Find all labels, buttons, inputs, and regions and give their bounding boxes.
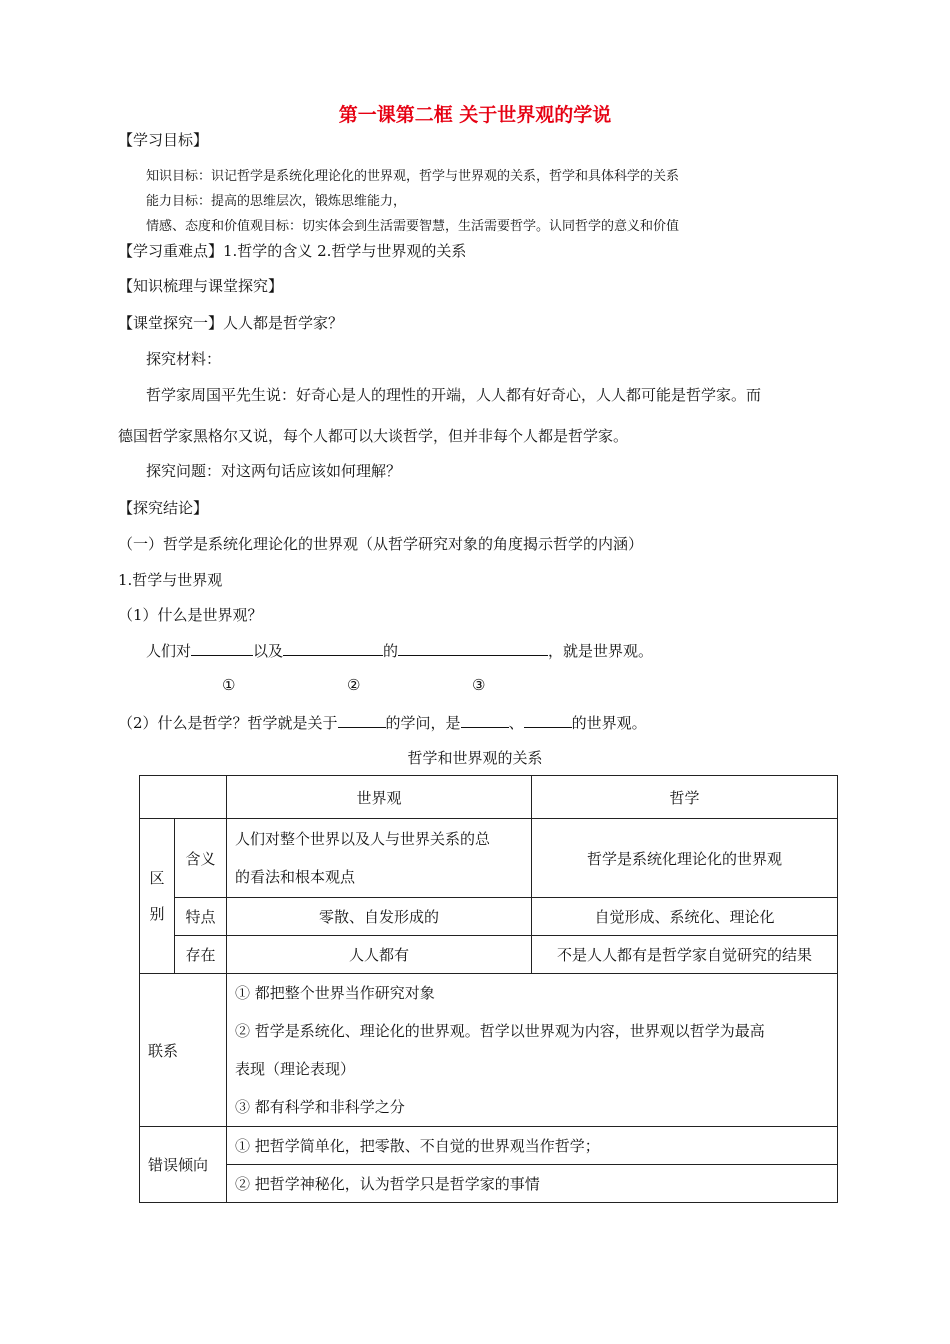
fill-text-1: 人们对 — [146, 642, 192, 660]
traits-worldview: 零散、自发形成的 — [227, 898, 532, 936]
link-content — [227, 974, 838, 1127]
link-item-2: ② 哲学是系统化、理论化的世界观。哲学以世界观为内容，世界观以哲学为最高 — [235, 1022, 765, 1040]
inquiry-question: 探究问题：对这两句话应该如何理解？ — [146, 462, 402, 480]
error-item-2: ② 把哲学神秘化，认为哲学只是哲学家的事情 — [227, 1165, 838, 1203]
marker-1: ① — [222, 676, 236, 694]
goal-knowledge: 知识目标：识记哲学是系统化理论化的世界观，哲学与世界观的关系，哲学和具体科学的关系 — [146, 169, 680, 184]
material-line-2: 德国哲学家黑格尔又说，每个人都可以大谈哲学，但并非每个人都是哲学家。 — [118, 427, 629, 445]
error-item-1: ① 把哲学简单化，把零散、不自觉的世界观当作哲学； — [227, 1127, 838, 1165]
traits-philosophy: 自觉形成、系统化、理论化 — [532, 898, 838, 936]
fill-in-worldview — [146, 640, 653, 661]
blank-3[interactable] — [398, 641, 548, 656]
blank-5[interactable] — [461, 713, 509, 728]
fill-text-3: 的 — [383, 642, 399, 660]
marker-3: ③ — [472, 676, 486, 694]
fill-text-4: ，就是世界观。 — [548, 642, 654, 660]
fill-text-2: 以及 — [253, 642, 284, 660]
link-item-1: ① 都把整个世界当作研究对象 — [235, 984, 435, 1002]
material-line-1: 哲学家周国平先生说：好奇心是人的理性的开端，人人都有好奇心，人人都可能是哲学家。而 — [146, 386, 762, 404]
existence-worldview: 人人都有 — [227, 936, 532, 974]
item-1-heading: 1.哲学与世界观 — [118, 571, 223, 589]
inquiry1-heading: 【课堂探究一】人人都是哲学家？ — [118, 314, 344, 332]
blank-6[interactable] — [524, 713, 572, 728]
q2-text-4: 的世界观。 — [571, 714, 647, 732]
blank-4[interactable] — [338, 713, 386, 728]
row-label-meaning: 含义 — [175, 819, 227, 898]
review-heading: 【知识梳理与课堂探究】 — [118, 277, 284, 295]
difference-label — [140, 819, 175, 974]
error-label: 错误倾向 — [140, 1127, 227, 1203]
meaning-worldview-line-1: 人们对整个世界以及人与世界关系的总 — [235, 830, 491, 848]
relation-table — [139, 775, 838, 1203]
meaning-philosophy: 哲学是系统化理论化的世界观 — [532, 819, 838, 898]
existence-philosophy: 不是人人都有是哲学家自觉研究的结果 — [532, 936, 838, 974]
meaning-worldview — [227, 819, 532, 898]
header-worldview: 世界观 — [227, 776, 532, 819]
section-1-heading: （一）哲学是系统化理论化的世界观（从哲学研究对象的角度揭示哲学的内涵） — [118, 535, 644, 553]
conclusion-heading: 【探究结论】 — [118, 499, 209, 517]
row-label-existence: 存在 — [175, 936, 227, 974]
key-points: 【学习重难点】1.哲学的含义 2.哲学与世界观的关系 — [118, 242, 467, 260]
link-item-3: ③ 都有科学和非科学之分 — [235, 1098, 405, 1116]
goal-ability: 能力目标：提高的思维层次，锻炼思维能力， — [146, 194, 407, 209]
q2-text-2: 的学问，是 — [385, 714, 461, 732]
header-empty-cell — [140, 776, 227, 819]
table-caption: 哲学和世界观的关系 — [407, 749, 543, 767]
difference-label-1: 区 — [149, 869, 165, 887]
fill-in-philosophy — [118, 712, 647, 733]
goal-attitude: 情感、态度和价值观目标：切实体会到生活需要智慧，生活需要哲学。认同哲学的意义和价值 — [146, 219, 680, 234]
link-item-2-cont: 表现（理论表现） — [235, 1060, 356, 1078]
link-label: 联系 — [140, 974, 227, 1127]
question-1: （1）什么是世界观？ — [118, 606, 263, 624]
blank-1[interactable] — [191, 641, 253, 656]
row-label-traits: 特点 — [175, 898, 227, 936]
meaning-worldview-line-2: 的看法和根本观点 — [235, 868, 356, 886]
goals-heading: 【学习目标】 — [118, 131, 209, 149]
blank-2[interactable] — [283, 641, 383, 656]
header-philosophy: 哲学 — [532, 776, 838, 819]
difference-label-2: 别 — [149, 905, 165, 923]
page-title: 第一课第二框 关于世界观的学说 — [338, 104, 612, 126]
material-label: 探究材料： — [146, 350, 222, 368]
q2-text-1: （2）什么是哲学？哲学就是关于 — [118, 714, 338, 732]
q2-text-3: 、 — [508, 714, 524, 732]
marker-2: ② — [347, 676, 361, 694]
